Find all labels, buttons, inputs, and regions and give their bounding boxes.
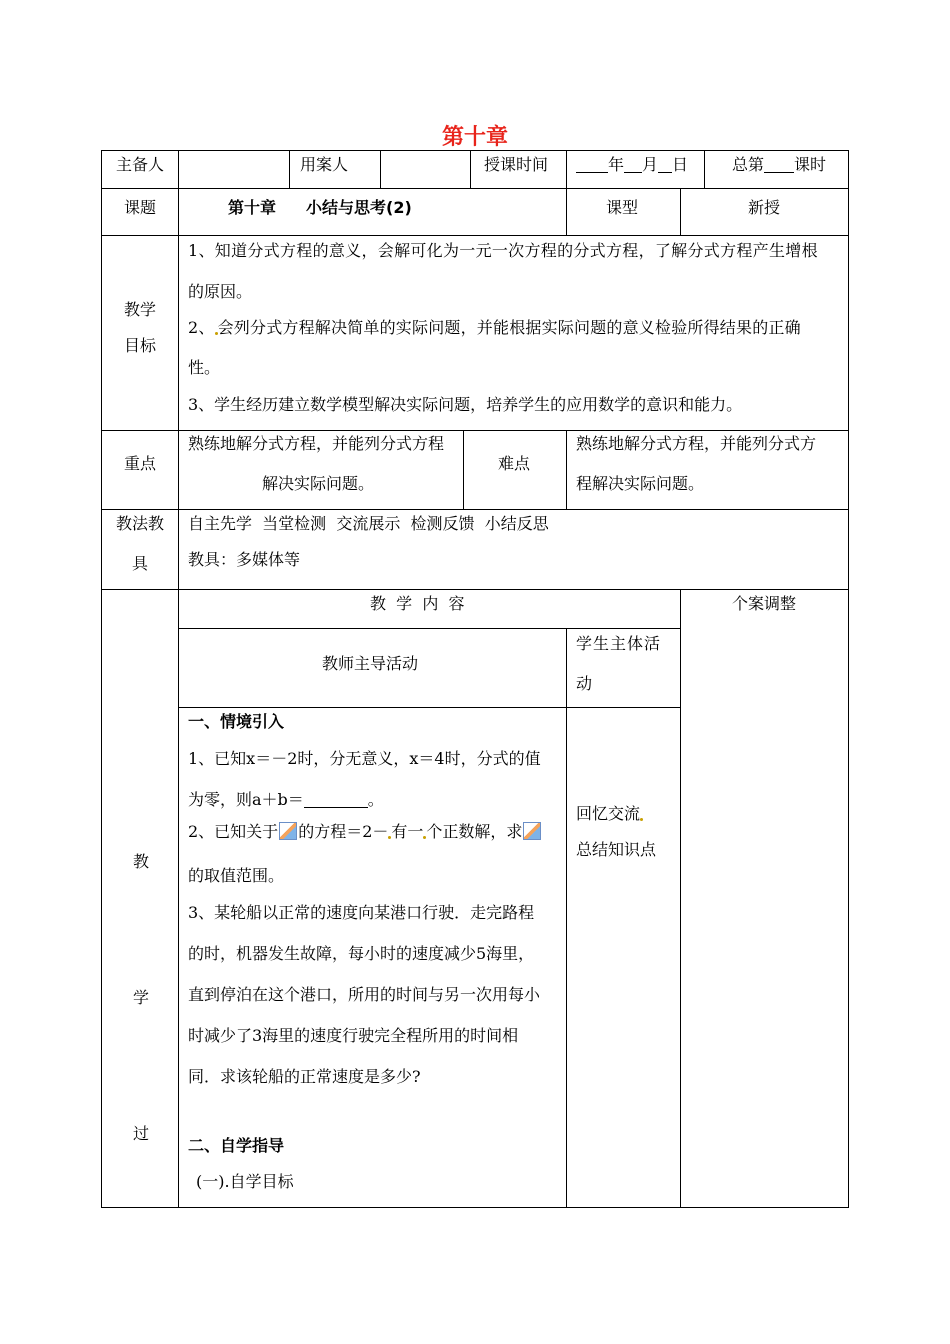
question-3-line-4: 时减少了3海里的速度行驶完全程所用的时间相	[188, 1026, 519, 1045]
lesson-type-value: 新授	[748, 198, 781, 217]
objective-line-5: 3、学生经历建立数学模型解决实际问题，培养学生的应用数学的意识和能力。	[188, 395, 743, 414]
date-field	[576, 155, 688, 175]
process-label-3: 过	[133, 1124, 150, 1143]
question-3-line-1: 3、某轮船以正常的速度向某港口行驶．走完路程	[188, 903, 535, 922]
question-2-line-1: 2、已知关于 的方程＝2－ 有一 个正数解，求	[188, 822, 542, 842]
question-1-line-1: 1、已知x＝－2时，分无意义，x＝4时，分式的值	[188, 749, 541, 768]
objectives-label-2: 目标	[124, 336, 157, 355]
topic-title: 小结与思考(2)	[306, 198, 412, 217]
image-placeholder-icon	[279, 822, 297, 840]
section-self-study: 二、自学指导	[188, 1136, 285, 1155]
month-label: 月	[642, 155, 659, 174]
year-label: 年	[608, 155, 625, 174]
objective-line-2: 的原因。	[188, 282, 253, 301]
question-1-line-2: 为零，则a＋b＝ 。	[188, 790, 384, 809]
process-label-2: 学	[133, 988, 150, 1007]
student-activity-header-2: 动	[576, 674, 593, 693]
question-3-line-2: 的时，机器发生故障，每小时的速度减少5海里，	[188, 944, 535, 963]
question-2-line-2: 的取值范围。	[188, 866, 285, 885]
difficulty-label: 难点	[498, 454, 531, 473]
total-lessons-field: 总第 课时	[732, 155, 827, 174]
student-line-1: 回忆交流	[576, 804, 643, 824]
image-placeholder-icon	[523, 822, 541, 840]
objective-line-3: 2、 会列分式方程解决简单的实际问题，并能根据实际问题的意义检验所得结果的正确	[188, 318, 801, 337]
lesson-type-label: 课型	[606, 198, 639, 217]
topic-label: 课题	[124, 198, 157, 217]
document-title: 第十章	[441, 125, 508, 150]
marker-dot-icon	[640, 818, 643, 821]
teacher-activity-header: 教师主导活动	[322, 654, 419, 673]
objectives-label-1: 教学	[124, 300, 157, 319]
objective-line-4: 性。	[188, 358, 221, 377]
keypoint-label: 重点	[124, 454, 157, 473]
lesson-plan-table	[101, 150, 849, 1208]
keypoint-line-2: 解决实际问题。	[262, 474, 375, 493]
keypoint-line-1: 熟练地解分式方程，并能列分式方程	[188, 434, 445, 453]
user-label: 用案人	[300, 155, 349, 174]
day-label: 日	[672, 155, 689, 174]
section-situation: 一、情境引入	[188, 712, 285, 731]
student-line-2: 总结知识点	[576, 840, 657, 859]
process-label-1: 教	[133, 852, 150, 871]
student-activity-header-1: 学生主体活	[576, 634, 662, 653]
time-label: 授课时间	[484, 155, 549, 174]
teaching-content-header: 教 学 内 容	[370, 594, 465, 613]
methods-line-1: 自主先学 当堂检测 交流展示 检测反馈 小结反思	[188, 514, 549, 533]
question-3-line-3: 直到停泊在这个港口，所用的时间与另一次用每小	[188, 985, 541, 1004]
difficulty-line-1: 熟练地解分式方程，并能列分式方	[576, 434, 817, 453]
methods-label-1: 教法教	[116, 514, 165, 533]
topic-chapter: 第十章	[228, 198, 277, 217]
question-3-line-5: 同．求该轮船的正常速度是多少?	[188, 1067, 421, 1086]
prepper-label: 主备人	[116, 155, 165, 174]
difficulty-line-2: 程解决实际问题。	[576, 474, 705, 493]
methods-line-2: 教具：多媒体等	[188, 550, 301, 569]
individual-adjust-header: 个案调整	[732, 594, 797, 613]
objective-line-1: 1、知道分式方程的意义，会解可化为一元一次方程的分式方程，了解分式方程产生增根	[188, 241, 818, 260]
methods-label-2: 具	[132, 554, 149, 573]
self-study-goal: (一).自学目标	[196, 1172, 294, 1191]
